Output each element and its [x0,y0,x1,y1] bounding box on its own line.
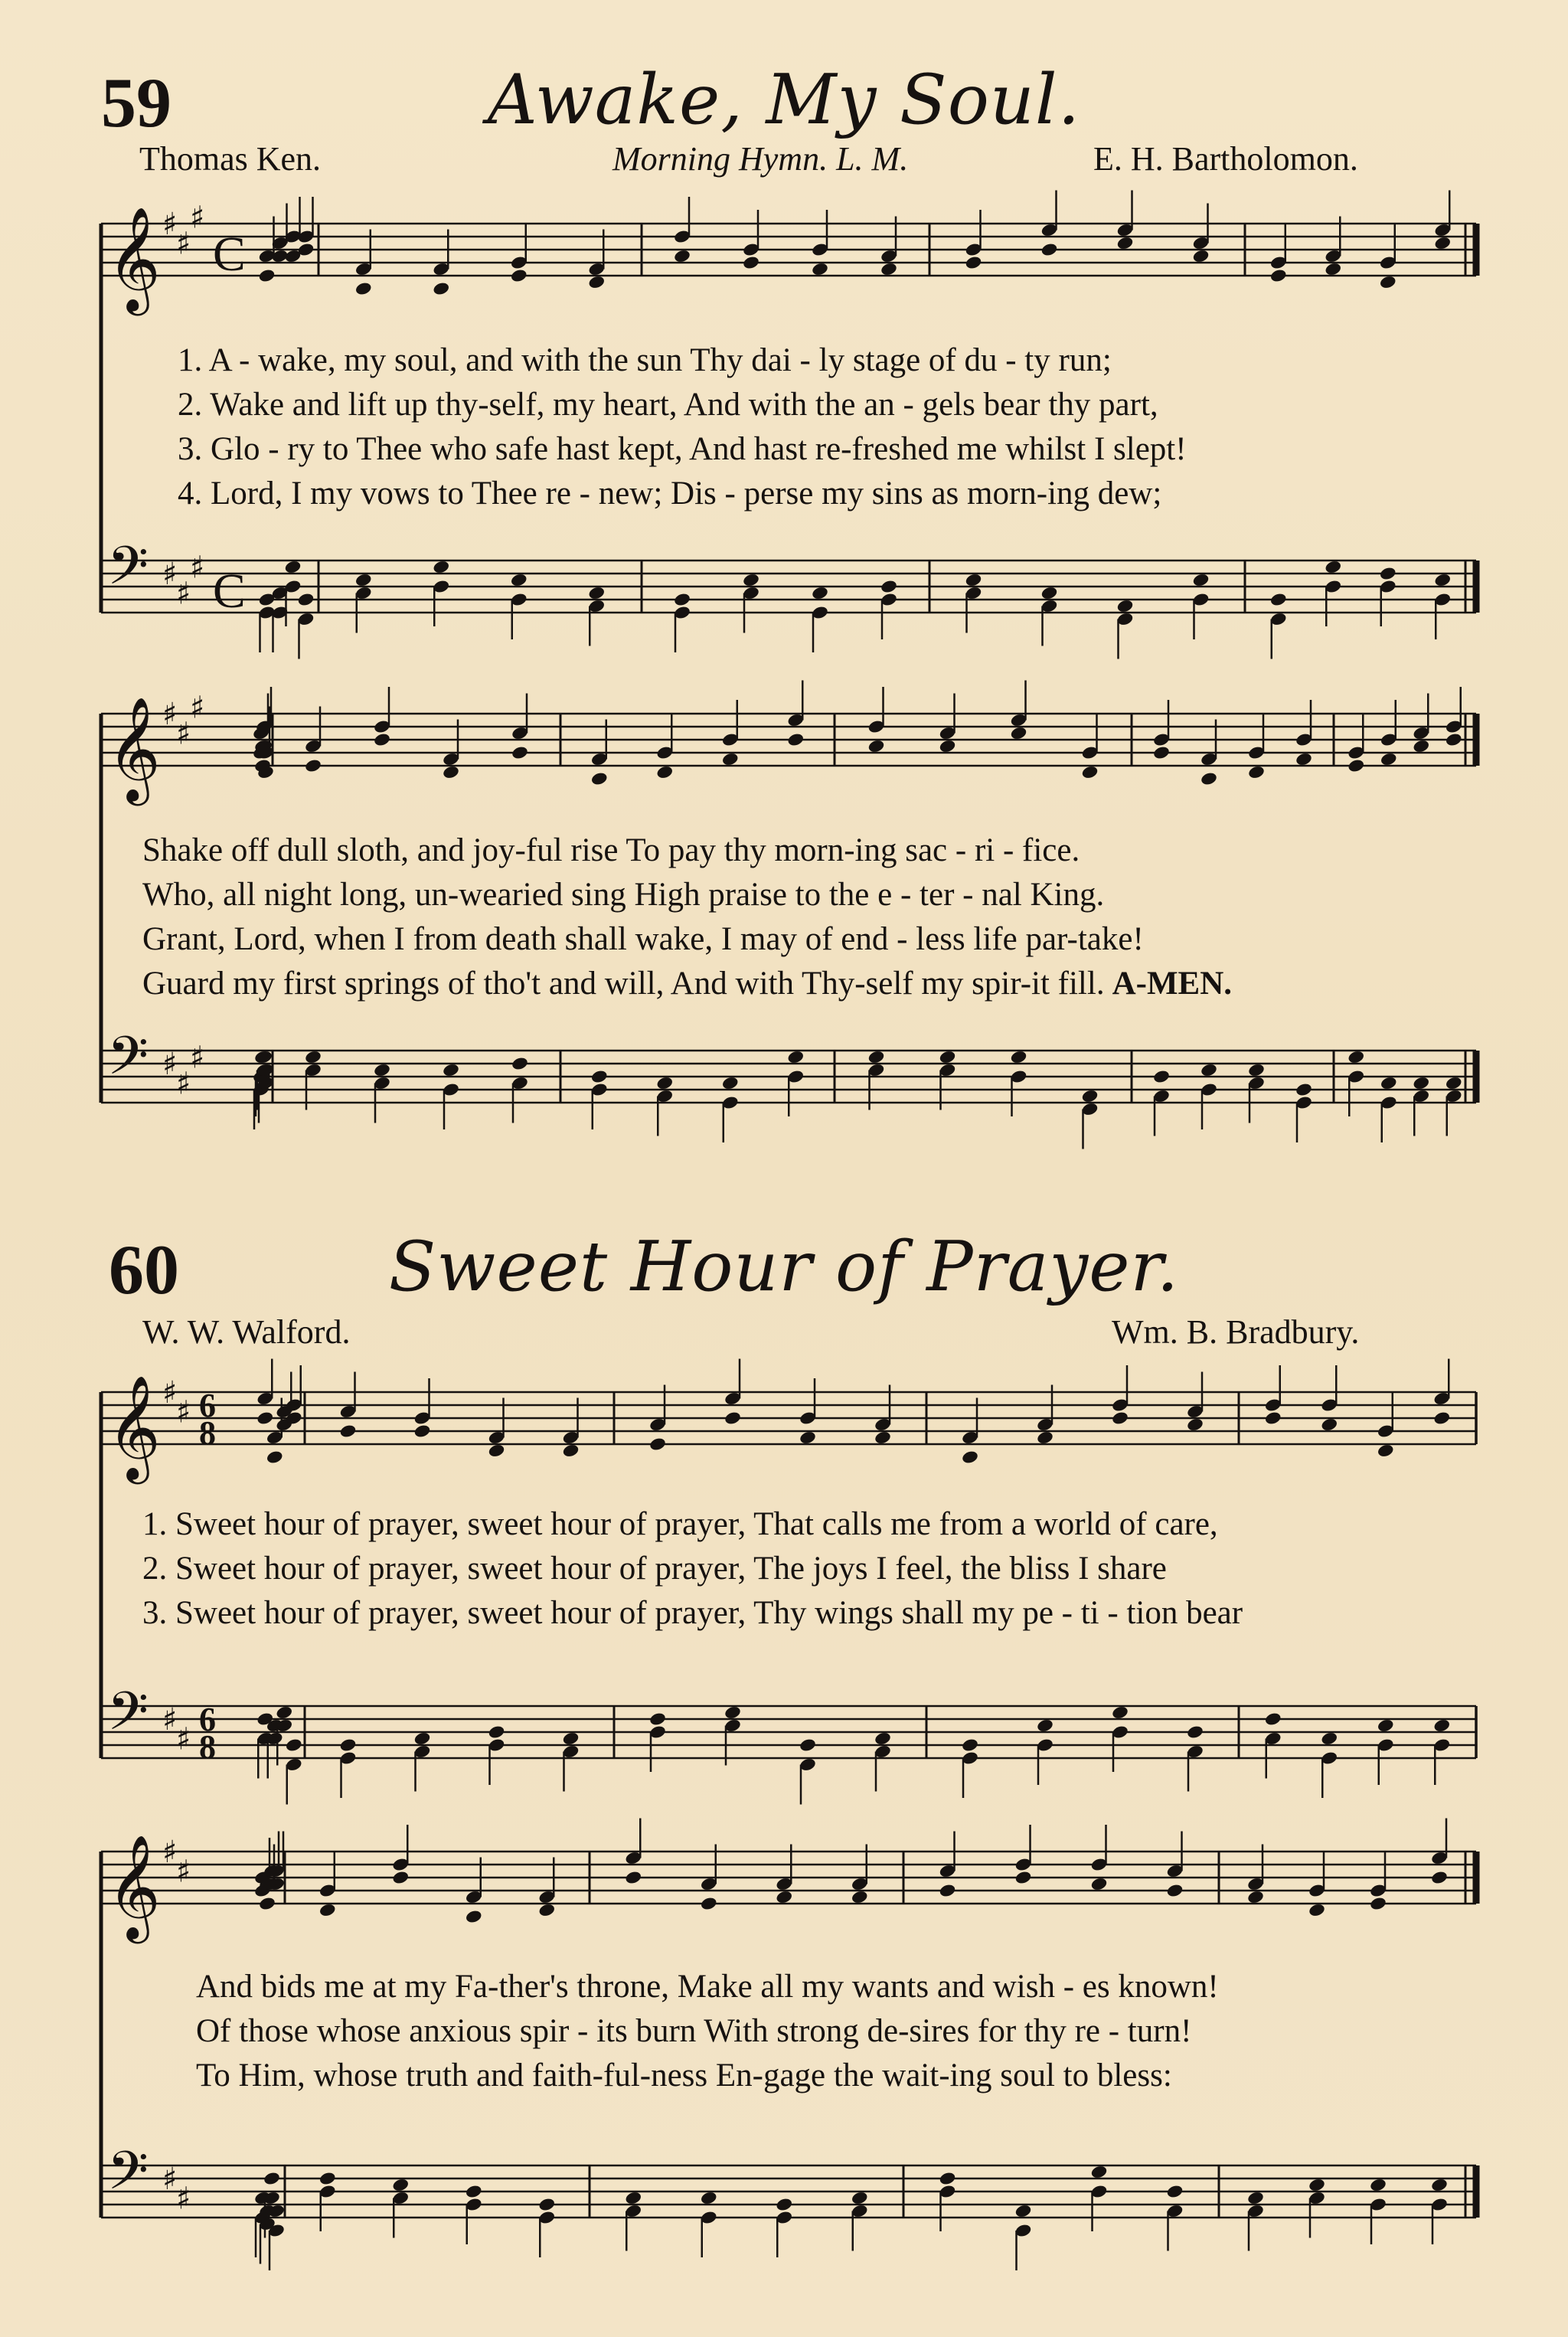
treble-clef-icon: 𝄞 [107,695,161,801]
note-head [391,2178,410,2193]
lyric-line: Of those whose anxious spir - its burn With strong de-sires for thy re - turn! [196,2013,1192,2049]
sharp-icon: ♯ [176,576,191,612]
note-head [851,1890,869,1905]
note-head [1433,573,1452,588]
note-head [1412,739,1430,754]
note-head [391,1870,410,1885]
sharp-icon: ♯ [162,1375,178,1410]
lyric-line: 2. Wake and lift up thy-self, my heart, And with the an - gels bear thy part, [178,387,1158,423]
sharp-icon: ♯ [176,1854,191,1890]
lyric-line: 1. Sweet hour of prayer, sweet hour of prayer, That calls me from a world of care, [142,1506,1218,1542]
note-head [1166,1883,1184,1898]
note-head [939,2171,957,2186]
note-head [742,255,760,270]
note-head [297,592,315,607]
note-head [465,2184,483,2199]
note-head [673,592,691,607]
hymn-60-title: Sweet Hour of Prayer. [388,1227,1180,1307]
note-head [786,1050,805,1065]
note-head [318,1903,337,1918]
note-head [961,1737,979,1753]
note-head [724,1410,742,1426]
note-head [648,1711,667,1727]
note-head [1166,2184,1184,2199]
note-head [1380,1076,1398,1091]
sharp-icon: ♯ [162,1835,178,1870]
note-head [624,2191,642,2206]
hymn-59-title: Awake, My Soul. [487,60,1081,140]
note-head [811,586,829,601]
note-head [700,2191,718,2206]
note-head [1247,765,1266,780]
note-head [1432,1410,1451,1426]
sharp-icon: ♯ [176,1394,191,1430]
note-head [1014,2204,1033,2219]
note-head [354,281,373,296]
bass-clef-icon: 𝄢 [107,2139,149,2214]
note-head [1010,1050,1028,1065]
note-head [1200,1063,1218,1078]
note-head [1014,1870,1033,1885]
note-head [1308,2178,1326,2193]
sharp-icon: ♯ [190,1040,205,1076]
note-head [1324,560,1342,575]
note-head [488,1724,506,1740]
note-head [1081,765,1099,780]
hymn-60-verses-system-1 [142,1502,1243,1636]
note-head [1445,1076,1463,1091]
note-head [648,1437,667,1452]
note-head [1269,592,1288,607]
note-head [1186,1724,1204,1740]
note-head [1247,1063,1266,1078]
sharp-icon: ♯ [190,550,205,586]
note-head [1369,2178,1387,2193]
note-head [1186,1417,1204,1433]
note-head [867,739,886,754]
hymn-59-author: Thomas Ken. [139,140,322,178]
note-head [1036,1718,1054,1734]
note-head [266,1450,284,1465]
note-head [965,573,983,588]
note-head [880,262,898,277]
note-head [488,1443,506,1459]
bass-clef-icon: 𝄢 [107,1680,149,1755]
note-head [1152,745,1171,760]
note-head [1430,1870,1449,1885]
note-head [1090,2165,1109,2180]
lyric-line: Grant, Lord, when I from death shall wake, I may of end - less life par-take! [142,921,1144,957]
lyric-line: And bids me at my Fa-ther's throne, Make all my wants and wish - es known! [196,1969,1219,2005]
bass-clef-icon: 𝄢 [107,534,149,610]
note-head [511,745,529,760]
note-head [1152,1069,1171,1084]
note-head [721,1076,740,1091]
hymn-59-verses-system-1 [178,338,1187,516]
note-head [590,1069,609,1084]
note-head [939,739,957,754]
note-head [965,255,983,270]
note-head [624,1870,642,1885]
lyric-line: 2. Sweet hour of prayer, sweet hour of prayer, The joys I feel, the bliss I share [142,1551,1167,1587]
note-head [724,1705,742,1721]
note-head [511,1056,529,1071]
note-head [1377,1718,1395,1734]
treble-clef-icon: 𝄞 [107,205,161,311]
note-head [1116,599,1135,614]
note-head [1324,262,1342,277]
note-head [1377,1443,1395,1459]
hymn-60-composer: Wm. B. Bradbury. [1112,1313,1360,1351]
lyric-text: Guard my first springs of tho't and will, And with Thy-self my spir-it fill. [142,966,1105,1002]
sharp-icon: ♯ [190,690,205,726]
note-head [1010,726,1028,741]
treble-clef-icon: 𝄞 [107,1374,161,1479]
note-head [1412,1076,1430,1091]
note-head [373,732,391,747]
note-head [1347,1050,1365,1065]
note-head [655,1076,674,1091]
lyric-line: 3. Glo - ry to Thee who safe hast kept, And hast re-freshed me whilst I slept! [178,431,1187,467]
note-head [1369,1896,1387,1911]
sharp-icon: ♯ [176,2181,191,2217]
lyric-line [142,962,1232,1006]
bass-clef-icon: 𝄢 [107,1025,149,1100]
note-head [1379,275,1397,290]
note-head [799,1737,817,1753]
note-head [1433,236,1452,251]
note-head [465,1909,483,1924]
lyric-line: Who, all night long, un-wearied sing High praise to the e - ter - nal King. [142,877,1105,913]
lyric-line: Shake off dull sloth, and joy-ful rise To pay thy morn-ing sac - ri - fice. [142,832,1080,868]
note-head [304,758,322,773]
note-head [775,2197,793,2212]
hymn-60-verses-system-2 [196,1965,1219,2098]
note-head [1200,771,1218,786]
note-head [655,765,674,780]
note-head [432,281,450,296]
note-head [1040,242,1059,257]
note-head [1192,249,1210,264]
note-head [275,1705,293,1721]
note-head [442,765,460,780]
hymn-59-tune: Morning Hymn. L. M. [612,140,909,178]
note-head [1430,2178,1449,2193]
note-head [285,1737,303,1753]
sharp-icon: ♯ [162,557,178,592]
note-head [1320,1731,1338,1747]
note-head [775,1890,793,1905]
note-head [284,560,302,575]
note-head [537,1903,556,1918]
note-head [811,262,829,277]
note-head [318,2171,337,2186]
note-head [721,752,740,767]
sharp-icon: ♯ [176,1721,191,1757]
note-head [961,1450,979,1465]
note-head [1445,732,1463,747]
note-head [255,1050,273,1065]
note-head [413,1731,432,1747]
note-head [742,573,760,588]
note-head [1246,1890,1265,1905]
note-head [587,586,606,601]
common-time-icon: C [213,564,246,618]
note-head [413,1423,432,1439]
sharp-icon: ♯ [162,2162,178,2197]
sharp-icon: ♯ [162,1047,178,1082]
note-head [339,1423,358,1439]
note-head [1081,1089,1099,1104]
note-head [1379,566,1397,581]
note-head [1380,752,1398,767]
note-head [799,1430,817,1446]
note-head [1269,268,1288,283]
sharp-icon: ♯ [190,200,205,236]
note-head [1111,1410,1129,1426]
note-head [700,1896,718,1911]
note-head [537,2197,556,2212]
note-head [1347,758,1365,773]
time-signature-denominator: 8 [199,1414,216,1452]
note-head [1192,573,1210,588]
hymn-60-author: W. W. Walford. [142,1313,351,1351]
note-head [867,1050,886,1065]
time-signature-denominator: 8 [199,1728,216,1766]
lyric-line: 4. Lord, I my vows to Thee re - new; Dis - perse my sins as morn-ing dew; [178,476,1162,512]
treble-clef-icon: 𝄞 [107,1833,161,1939]
note-head [1295,752,1313,767]
note-head [673,249,691,264]
hymn-60-number: 60 [109,1231,179,1309]
note-head [587,275,606,290]
note-head [256,1410,274,1426]
note-head [939,1050,957,1065]
note-head [354,573,373,588]
note-head [939,1883,957,1898]
note-head [880,579,898,594]
note-head [1111,1705,1129,1721]
sharp-icon: ♯ [176,716,191,752]
note-head [1036,1430,1054,1446]
note-head [874,1731,892,1747]
note-head [304,1050,322,1065]
note-head [1432,1718,1451,1734]
sharp-icon: ♯ [162,207,178,242]
note-head [786,732,805,747]
note-head [442,1063,460,1078]
note-head [258,268,276,283]
sharp-icon: ♯ [176,1066,191,1102]
note-head [590,771,609,786]
note-head [432,560,450,575]
note-head [1090,1877,1109,1892]
note-head [874,1430,892,1446]
note-head [1040,586,1059,601]
common-time-icon: C [213,227,246,281]
note-head [1246,2191,1265,2206]
sharp-icon: ♯ [176,226,191,262]
sharp-icon: ♯ [162,1702,178,1737]
note-head [1308,1903,1326,1918]
note-head [1264,1711,1282,1727]
note-head [263,2171,281,2186]
hymn-59-composer: E. H. Bartholomon. [1093,140,1358,178]
note-head [339,1737,358,1753]
lyric-line: 3. Sweet hour of prayer, sweet hour of prayer, Thy wings shall my pe - ti - tion bear [142,1595,1243,1631]
note-head [258,1896,276,1911]
note-head [1116,236,1135,251]
lyric-line: 1. A - wake, my soul, and with the sun Thy dai - ly stage of du - ty run; [178,342,1112,378]
note-head [1264,1410,1282,1426]
time-signature-numerator: 6 [199,1701,216,1738]
amen-label: A-MEN. [1112,966,1233,1002]
note-head [562,1731,580,1747]
sharp-icon: ♯ [162,697,178,732]
note-head [562,1443,580,1459]
note-head [1295,1082,1313,1097]
note-head [1320,1417,1338,1433]
hymn-59-verses-system-2 [142,829,1232,1006]
hymn-59-number: 59 [101,64,172,142]
lyric-line: To Him, whose truth and faith-ful-ness En-gage the wait-ing soul to bless: [196,2058,1172,2093]
time-signature-numerator: 6 [199,1387,216,1424]
note-head [851,2191,869,2206]
note-head [510,268,528,283]
note-head [510,573,528,588]
note-head [373,1063,391,1078]
